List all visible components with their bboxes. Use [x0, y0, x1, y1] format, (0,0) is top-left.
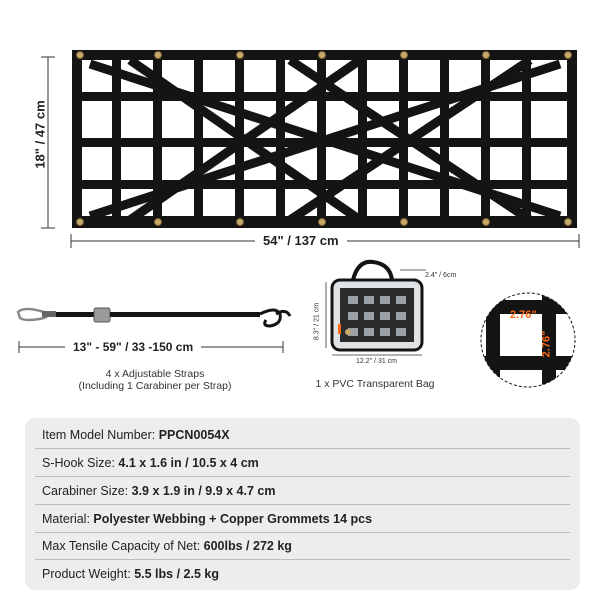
straps-caption-line1: 4 x Adjustable Straps	[105, 368, 205, 380]
bag-height-label: 8.3" / 21 cm	[313, 302, 321, 341]
bag-caption: 1 x PVC Transparent Bag	[315, 378, 435, 390]
spec-divider	[35, 532, 570, 533]
spec-label: S-Hook Size:	[42, 456, 119, 470]
spec-value: 4.1 x 1.6 in / 10.5 x 4 cm	[118, 456, 259, 470]
spec-label: Item Model Number:	[42, 428, 159, 442]
spec-row-material	[42, 512, 372, 526]
spec-value: 5.5 lbs / 2.5 kg	[134, 567, 219, 581]
spec-divider	[35, 448, 570, 449]
height-label: 18" / 47 cm	[33, 85, 48, 185]
spec-label: Max Tensile Capacity of Net:	[42, 539, 204, 553]
pvc-bag-illustration	[318, 258, 433, 363]
straps-caption-line2: (Including 1 Carabiner per Strap)	[78, 380, 232, 392]
spec-divider	[35, 559, 570, 560]
bag-width-label: 12.2" / 31 cm	[356, 358, 398, 365]
spec-row-weight	[42, 567, 219, 581]
spec-label: Product Weight:	[42, 567, 135, 581]
spec-row-tensile	[42, 539, 292, 553]
spec-panel	[25, 418, 580, 590]
spec-row-model	[42, 428, 230, 442]
spec-label: Material:	[42, 512, 94, 526]
spec-divider	[35, 476, 570, 477]
straps-caption	[55, 368, 255, 392]
spec-row-carabiner	[42, 484, 275, 498]
width-label: 54" / 137 cm	[255, 233, 347, 248]
spec-value: Polyester Webbing + Copper Grommets 14 pcs	[93, 512, 373, 526]
cargo-net-illustration	[60, 40, 590, 240]
spec-value: 600lbs / 272 kg	[203, 539, 292, 553]
spec-label: Carabiner Size:	[42, 484, 132, 498]
strap-length-label: 13" - 59" / 33 -150 cm	[65, 340, 201, 354]
spec-divider	[35, 504, 570, 505]
mesh-height-label: 2.76"	[540, 330, 553, 358]
adjustable-strap-illustration	[14, 302, 294, 334]
spec-value: PPCN0054X	[158, 428, 230, 442]
bag-depth-label: 2.4" / 6cm	[425, 272, 457, 279]
spec-value: 3.9 x 1.9 in / 9.9 x 4.7 cm	[131, 484, 276, 498]
mesh-width-label: 2.76"	[510, 309, 537, 321]
mesh-zoom-illustration	[478, 290, 578, 390]
spec-row-s-hook	[42, 456, 259, 470]
